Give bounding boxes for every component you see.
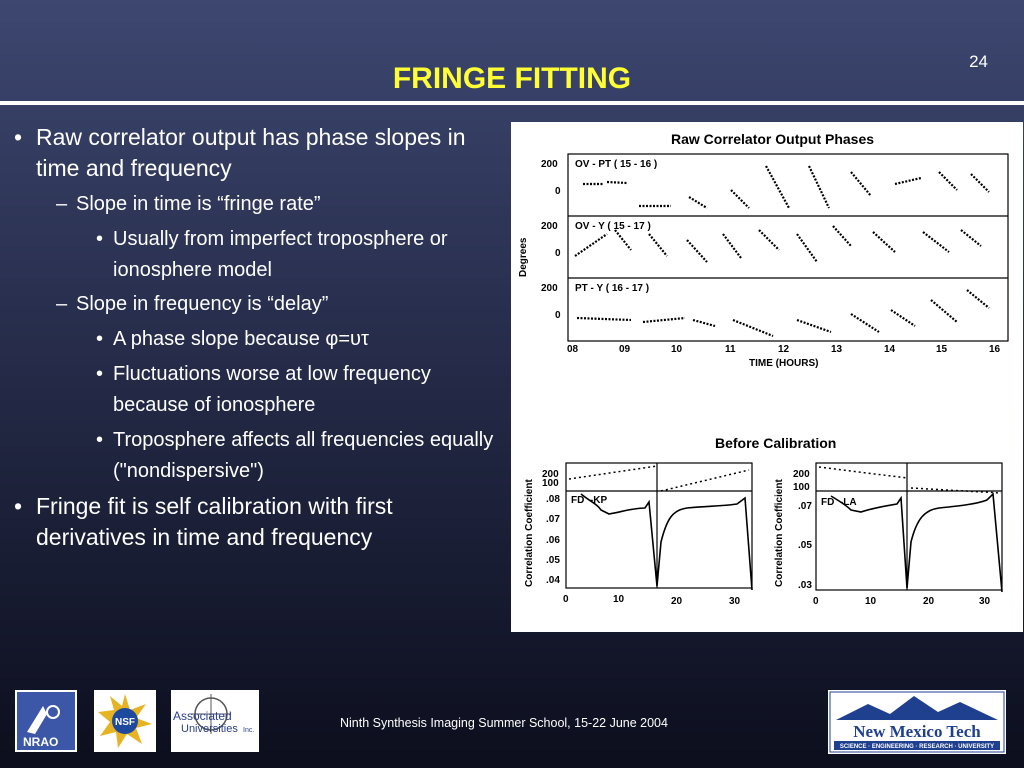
bullet-marker: – xyxy=(56,293,68,315)
bullet-marker: • xyxy=(96,429,104,451)
title-rule xyxy=(0,101,1024,105)
time-tick: 08 xyxy=(567,344,579,355)
nrao-logo xyxy=(15,690,77,752)
left-amp-tick: .04 xyxy=(546,575,560,586)
left-amp-tick: .07 xyxy=(546,514,560,525)
nrao-logo-text: NRAO xyxy=(23,735,59,749)
right-baseline-label: FD -LA xyxy=(821,497,857,508)
bullet-marker: • xyxy=(14,493,23,519)
nmt-logo-tagline: SCIENCE · ENGINEERING · RESEARCH · UNIVERSITY xyxy=(839,744,995,750)
time-tick: 13 xyxy=(831,344,843,355)
panel-y-tick: 0 xyxy=(555,310,561,321)
left-amp-tick: .08 xyxy=(546,494,560,505)
right-plot-trace xyxy=(819,467,1002,592)
bullet-text: Usually from imperfect troposphere or ionosphere model xyxy=(113,228,448,281)
slide-number: 24 xyxy=(969,52,988,71)
right-amp-tick: .05 xyxy=(798,540,812,551)
phase-trace xyxy=(575,166,989,336)
left-amp-tick: .05 xyxy=(546,555,560,566)
time-tick: 12 xyxy=(778,344,790,355)
bullet-text: Slope in time is “fringe rate” xyxy=(76,193,321,215)
bullet-text: Troposphere affects all frequencies equally ("nondispersive") xyxy=(113,429,494,482)
time-tick: 15 xyxy=(936,344,948,355)
panel-y-tick: 0 xyxy=(555,248,561,259)
left-baseline-label: FD -KP xyxy=(571,495,608,506)
bullet-list xyxy=(14,122,506,559)
bullet-marker: • xyxy=(96,328,104,350)
calibration-title: Before Calibration xyxy=(715,435,837,451)
left-plot-trace xyxy=(569,466,752,590)
nmt-logo xyxy=(828,690,1006,754)
panel-y-tick: 200 xyxy=(541,221,558,232)
left-phase-tick: 200 xyxy=(542,469,559,480)
aui-logo-line1: Associated xyxy=(173,709,232,723)
time-axis-label: TIME (HOURS) xyxy=(749,358,819,369)
bullet-level3 xyxy=(96,324,506,355)
panel-label: OV - PT ( 15 - 16 ) xyxy=(575,159,658,170)
bullet-marker: • xyxy=(14,124,23,150)
time-tick: 11 xyxy=(725,344,736,355)
aui-logo xyxy=(171,690,259,752)
left-ylabel: Correlation Coefficient xyxy=(524,479,535,587)
right-x-tick: 20 xyxy=(923,596,935,607)
left-x-tick: 0 xyxy=(563,594,569,605)
bullet-level3 xyxy=(96,224,506,286)
bullet-level2 xyxy=(56,290,506,318)
bullet-level2 xyxy=(56,190,506,218)
right-x-tick: 10 xyxy=(865,596,877,607)
bullet-text: A phase slope because φ=υτ xyxy=(113,328,369,350)
aui-logo-suffix: Inc. xyxy=(243,727,255,734)
bullet-text: Fringe fit is self calibration with first derivatives in time and frequency xyxy=(36,493,393,550)
panel-y-tick: 200 xyxy=(541,283,558,294)
right-amp-tick: .03 xyxy=(798,580,812,591)
bullet-text: Slope in frequency is “delay” xyxy=(76,293,329,315)
nmt-logo-name: New Mexico Tech xyxy=(853,722,981,741)
right-ylabel: Correlation Coefficient xyxy=(774,479,785,587)
figure-panel xyxy=(511,122,1023,632)
phases-ylabel: Degrees xyxy=(518,237,529,277)
bullet-text: Fluctuations worse at low frequency because of ionosphere xyxy=(113,363,431,416)
time-tick: 10 xyxy=(671,344,683,355)
bullet-marker: – xyxy=(56,193,68,215)
time-tick: 16 xyxy=(989,344,1001,355)
slide-title: FRINGE FITTING xyxy=(392,62,632,95)
panel-y-tick: 0 xyxy=(555,186,561,197)
left-phase-tick: 100 xyxy=(542,478,559,489)
bullet-text: Raw correlator output has phase slopes in time and frequency xyxy=(36,124,466,181)
nsf-logo-text: NSF xyxy=(115,717,135,728)
bullet-level3 xyxy=(96,359,506,421)
right-amp-tick: .07 xyxy=(798,501,812,512)
panel-label: OV - Y ( 15 - 17 ) xyxy=(575,221,651,232)
panel-label: PT - Y ( 16 - 17 ) xyxy=(575,283,650,294)
time-tick: 14 xyxy=(884,344,896,355)
panel-y-tick: 200 xyxy=(541,159,558,170)
right-x-tick: 0 xyxy=(813,596,819,607)
bullet-marker: • xyxy=(96,228,104,250)
right-phase-tick: 200 xyxy=(793,469,810,480)
time-tick: 09 xyxy=(619,344,631,355)
bullet-level1 xyxy=(14,122,506,184)
right-x-tick: 30 xyxy=(979,596,991,607)
footer-text: Ninth Synthesis Imaging Summer School, 15-22 June 2004 xyxy=(340,716,668,730)
bullet-level1 xyxy=(14,491,506,553)
bullet-level3 xyxy=(96,425,506,487)
nsf-logo xyxy=(94,690,156,752)
phases-title: Raw Correlator Output Phases xyxy=(671,131,875,147)
left-x-tick: 10 xyxy=(613,594,625,605)
left-x-tick: 30 xyxy=(729,596,741,607)
right-phase-tick: 100 xyxy=(793,482,810,493)
aui-logo-line2: Universities xyxy=(181,723,238,735)
left-amp-tick: .06 xyxy=(546,535,560,546)
left-x-tick: 20 xyxy=(671,596,683,607)
bullet-marker: • xyxy=(96,363,104,385)
